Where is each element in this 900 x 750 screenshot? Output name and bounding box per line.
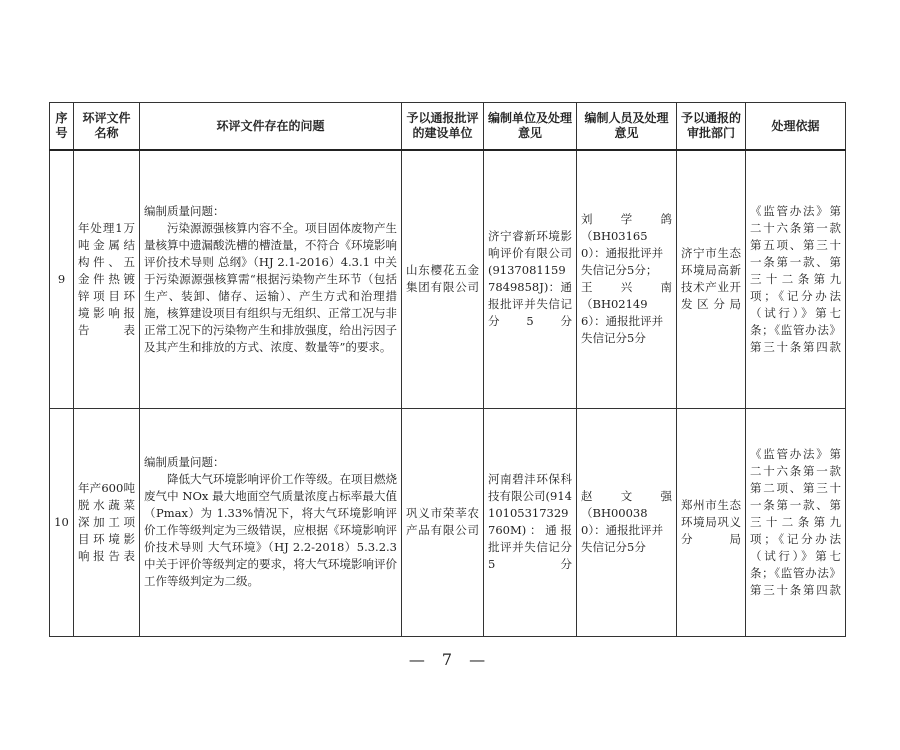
row-doc-name: 年产600吨脱水蔬菜深加工项目环境影响报告表 — [74, 408, 140, 636]
notice-table — [49, 102, 846, 637]
table-row — [50, 408, 846, 636]
row-dept: 济宁市生态环境局高新技术产业开发区分局 — [677, 150, 746, 408]
row-doc-name: 年处理1万吨金属结构件、五金件热镀锌项目环境影响报告表 — [74, 150, 140, 408]
row-seq: 10 — [50, 408, 74, 636]
row-org: 河南碧沣环保科技有限公司(91410105317329760M)：通报批评并失信记分5分 — [484, 408, 577, 636]
row-basis: 《监管办法》第二十六条第一款第五项、第三十一条第一款、第三十二条第九项；《记分办法（试行）》第七条；《监管办法》第三十条第四款 — [746, 150, 846, 408]
person-note: （BH031650）：通报批评并失信记分5分； — [581, 229, 664, 278]
header-seq: 序号 — [50, 103, 74, 151]
row-unit: 巩义市荣莘农产品有限公司 — [402, 408, 484, 636]
header-doc: 环评文件名称 — [74, 103, 140, 151]
person-name: 刘学鸽 — [581, 212, 672, 227]
row-org: 济宁睿新环境影响评价有限公司(91370811597849858J)：通报批评并失信记分5分 — [484, 150, 577, 408]
header-problem: 环评文件存在的问题 — [140, 103, 402, 151]
row-dept: 郑州市生态环境局巩义分局 — [677, 408, 746, 636]
row-persons — [577, 150, 677, 408]
problem-heading: 编制质量问题： — [144, 455, 225, 469]
header-person: 编制人员及处理意见 — [577, 103, 677, 151]
page-number: — 7 — — [408, 650, 492, 669]
row-persons — [577, 408, 677, 636]
problem-body: 污染源源强核算内容不全。项目固体废物产生量核算中遗漏酸洗槽的槽渣量，不符合《环境影响评价技术导则 总纲》（HJ 2.1-2016）4.3.1 中关于污染源源强核算需“根据污染物产生环节（包括生产、装卸、储存、运输）、产生方式和治理措施，核算建设项目有组织与无组织、正常工况与非正常工况下的污染物产生和排放强度，给出污因子及其产生和排放的方式、浓度、数量等”的要求。 — [144, 220, 397, 354]
row-problem — [140, 150, 402, 408]
header-unit: 予以通报批评的建设单位 — [402, 103, 484, 151]
table-row — [50, 150, 846, 408]
row-problem — [140, 408, 402, 636]
problem-heading: 编制质量问题： — [144, 203, 225, 218]
row-unit: 山东樱花五金集团有限公司 — [402, 150, 484, 408]
row-basis: 《监管办法》第二十六条第一款第二项、第三十一条第一款、第三十二条第九项；《记分办法（试行）》第七条；《监管办法》第三十条第四款 — [746, 408, 846, 636]
problem-body: 降低大气环境影响评价工作等级。在项目燃烧废气中 NOx 最大地面空气质量浓度占标率最大值（Pmax）为 1.33%情况下，将大气环境影响评价工作等级判定为三级错误，应根据《环境影响评价技术导则 大气环境》（HJ 2.2-2018）5.3.2.3 中关于评价等级判定的要求，将大气环境影响评价工作等级判定为二级。 — [144, 472, 397, 588]
person-note: （BH021496）：通报批评并失信记分5分 — [581, 297, 664, 346]
person-name: 王兴南 — [581, 280, 672, 295]
header-basis: 处理依据 — [746, 103, 846, 151]
header-dept: 予以通报的审批部门 — [677, 103, 746, 151]
header-org: 编制单位及处理意见 — [484, 103, 577, 151]
header-row — [50, 103, 846, 151]
person-note: （BH000380）：通报批评并失信记分5分 — [581, 506, 664, 554]
person-name: 赵文强 — [581, 489, 672, 503]
row-seq: 9 — [50, 150, 74, 408]
